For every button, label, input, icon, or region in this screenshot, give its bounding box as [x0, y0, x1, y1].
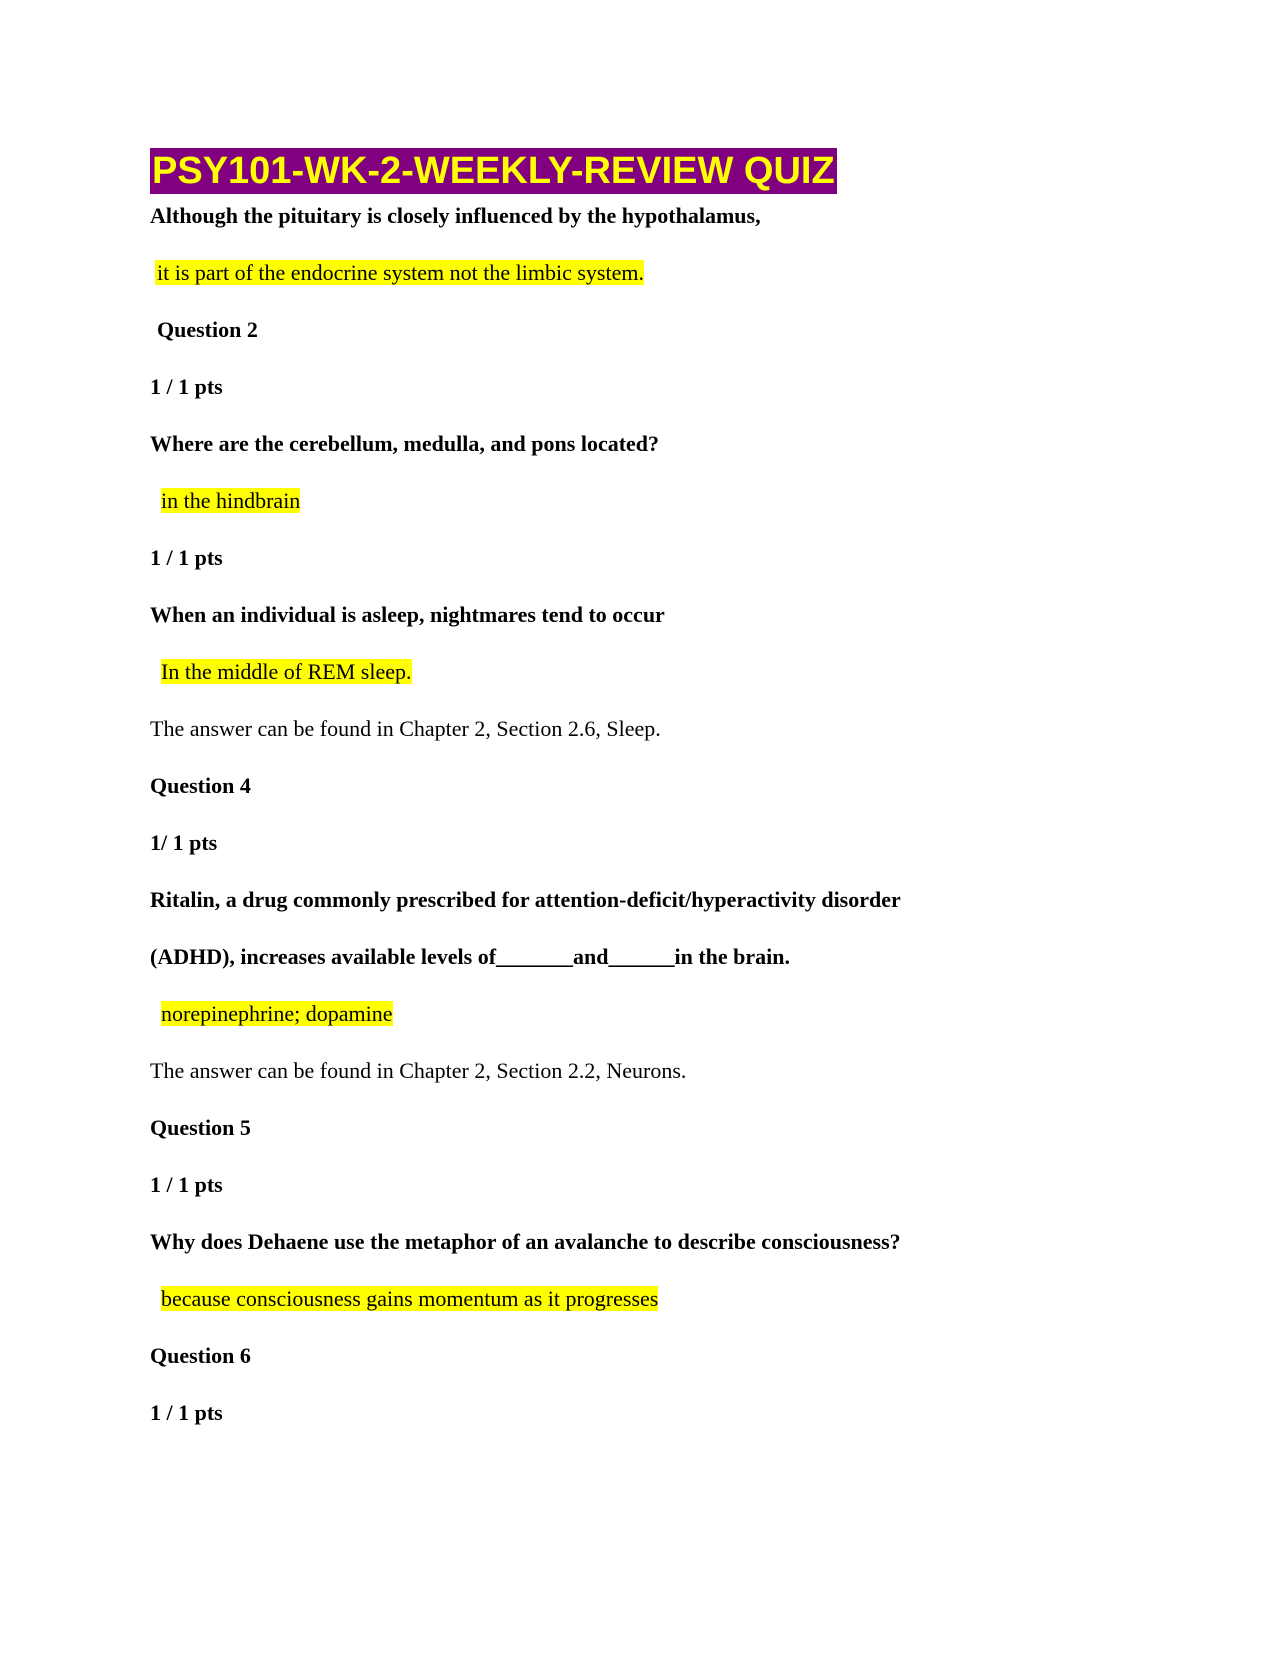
reference-text: The answer can be found in Chapter 2, Section 2.6, Sleep.: [150, 716, 661, 741]
answer-highlight: because consciousness gains momentum as it progresses: [161, 1286, 659, 1311]
question-heading: Question 6: [150, 1343, 251, 1368]
points-label: 1 / 1 pts: [150, 1172, 223, 1197]
question-text: When an individual is asleep, nightmares tend to occur: [150, 602, 665, 627]
answer-highlight: it is part of the endocrine system not the limbic system.: [157, 260, 644, 285]
question-heading: Question 4: [150, 773, 251, 798]
points-label: 1 / 1 pts: [150, 1400, 223, 1425]
question-text: Ritalin, a drug commonly prescribed for attention-deficit/hyperactivity disorder: [150, 887, 901, 912]
question-text: Although the pituitary is closely influenced by the hypothalamus,: [150, 203, 761, 228]
answer-highlight: norepinephrine; dopamine: [161, 1001, 393, 1026]
answer-highlight: in the hindbrain: [161, 488, 301, 513]
reference-text: The answer can be found in Chapter 2, Section 2.2, Neurons.: [150, 1058, 687, 1083]
points-label: 1/ 1 pts: [150, 830, 218, 855]
document-title: PSY101-WK-2-WEEKLY-REVIEW QUIZ: [152, 150, 835, 192]
question-text: Why does Dehaene use the metaphor of an avalanche to describe consciousness?: [150, 1229, 901, 1254]
points-label: 1 / 1 pts: [150, 545, 223, 570]
question-text: Where are the cerebellum, medulla, and pons located?: [150, 431, 660, 456]
question-text: (ADHD), increases available levels of_______and______in the brain.: [150, 944, 791, 969]
question-heading: Question 2: [157, 317, 258, 342]
answer-highlight: In the middle of REM sleep.: [161, 659, 412, 684]
question-heading: Question 5: [150, 1115, 251, 1140]
points-label: 1 / 1 pts: [150, 374, 223, 399]
